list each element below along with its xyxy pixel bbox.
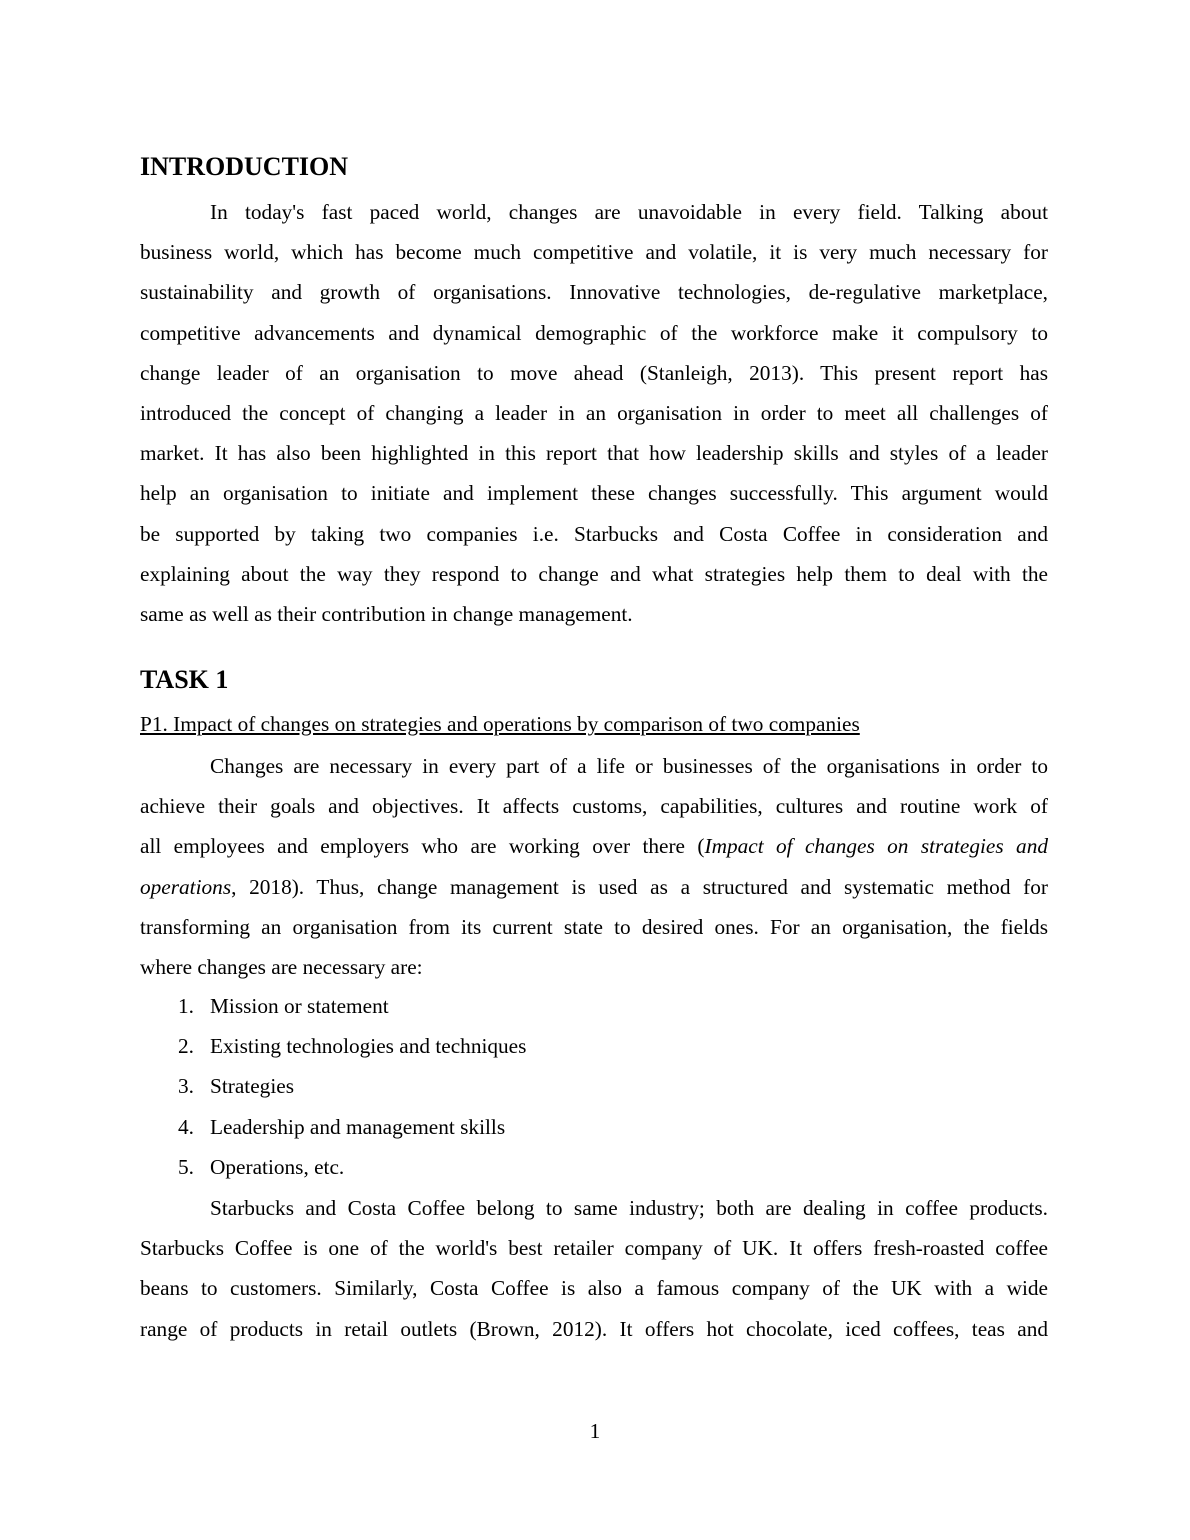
text-line: Starbucks and Costa Coffee belong to same industry; both are dealing in coffee products. <box>210 1196 1048 1220</box>
text-line: market. It has also been highlighted in this report that how leadership skills and styles of a leader <box>140 441 1048 466</box>
text-line: beans to customers. Similarly, Costa Coffee is also a famous company of the UK with a wide <box>140 1276 1048 1301</box>
list-text: Strategies <box>210 1074 294 1099</box>
text-span: , 2018). Thus, change management is used as a structured and systematic method for <box>231 874 1048 899</box>
numbered-list <box>140 986 1048 1187</box>
text-line: Starbucks Coffee is one of the world's best retailer company of UK. It offers fresh-roasted coffee <box>140 1236 1048 1261</box>
citation-italic: operations <box>140 874 232 899</box>
list-item <box>140 1026 1048 1066</box>
list-text: Existing technologies and techniques <box>210 1034 527 1059</box>
text-line: range of products in retail outlets (Brown, 2012). It offers hot chocolate, iced coffees, teas and <box>140 1316 1048 1341</box>
list-number: 5. <box>178 1154 194 1179</box>
text-line: transforming an organisation from its current state to desired ones. For an organisation, the fields <box>140 914 1048 939</box>
list-number: 4. <box>178 1114 194 1139</box>
text-line: sustainability and growth of organisations. Innovative technologies, de-regulative marketplace, <box>140 280 1048 305</box>
task1-paragraph-1 <box>140 746 1048 987</box>
text-span: all employees and employers who are working over there ( <box>140 834 705 859</box>
citation-italic: Impact of changes on strategies and <box>704 834 1048 859</box>
list-item <box>140 1107 1048 1147</box>
text-line: be supported by taking two companies i.e. Starbucks and Costa Coffee in consideration and <box>140 521 1048 546</box>
list-item <box>140 1147 1048 1187</box>
heading: INTRODUCTION <box>140 152 349 181</box>
text-line: Changes are necessary in every part of a life or businesses of the organisations in order to <box>210 754 1048 778</box>
list-number: 3. <box>178 1074 194 1099</box>
task1-subheading: P1. Impact of changes on strategies and operations by comparison of two companies <box>140 712 860 736</box>
task1-heading <box>140 665 1048 695</box>
intro-heading <box>140 152 1048 182</box>
task1-paragraph-2 <box>140 1188 1048 1349</box>
text-line: same as well as their contribution in change management. <box>140 601 633 626</box>
intro-paragraph <box>140 192 1048 634</box>
list-item <box>140 1066 1048 1106</box>
text-line: introduced the concept of changing a leader in an organisation in order to meet all challenges of <box>140 400 1048 425</box>
text-line: achieve their goals and objectives. It affects customs, capabilities, cultures and routine work of <box>140 794 1048 819</box>
text-line <box>140 826 1048 866</box>
text-line: competitive advancements and dynamical demographic of the workforce make it compulsory to <box>140 320 1048 345</box>
text-line: In today's fast paced world, changes are unavoidable in every field. Talking about <box>210 200 1048 224</box>
list-text: Mission or statement <box>210 994 389 1018</box>
text-line: change leader of an organisation to move ahead (Stanleigh, 2013). This present report has <box>140 360 1048 385</box>
page-number: 1 <box>589 1419 601 1443</box>
list-number: 1. <box>178 994 194 1018</box>
text-line: where changes are necessary are: <box>140 954 423 979</box>
list-text: Operations, etc. <box>210 1154 345 1179</box>
list-text: Leadership and management skills <box>210 1114 506 1139</box>
text-line: business world, which has become much competitive and volatile, it is very much necessary for <box>140 240 1048 265</box>
list-number: 2. <box>178 1034 194 1059</box>
heading: TASK 1 <box>140 665 229 694</box>
text-line: help an organisation to initiate and implement these changes successfully. This argument would <box>140 481 1048 506</box>
text-line: explaining about the way they respond to change and what strategies help them to deal with the <box>140 561 1048 586</box>
text-line <box>140 867 1048 907</box>
list-item <box>140 986 1048 1026</box>
